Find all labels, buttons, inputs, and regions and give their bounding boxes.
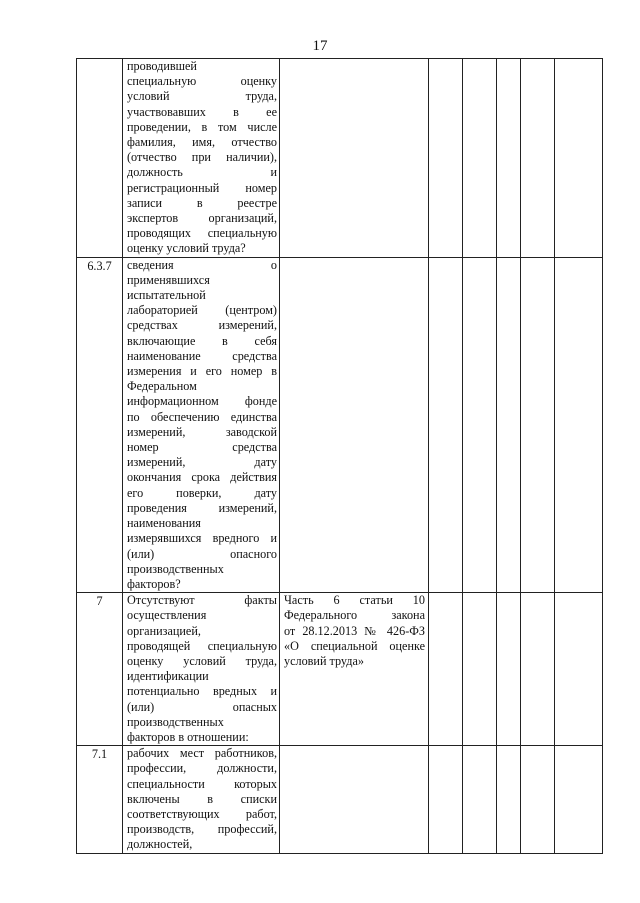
answer-cell (497, 746, 521, 853)
reference-line: условий труда» (284, 653, 364, 668)
question-line: проводившей (127, 59, 197, 73)
answer-cell (429, 746, 463, 853)
question-line: фамилия, имя, отчество (127, 135, 277, 150)
question-line: испытательной (127, 288, 206, 303)
answer-cell (521, 257, 555, 592)
question-line: включающие в себя (127, 333, 277, 348)
question-line: номер средства (127, 440, 277, 455)
question-line: измерявшихся вредного и (127, 531, 277, 546)
item-number: 6.3.7 (77, 257, 123, 592)
legal-reference (280, 593, 429, 746)
question-line: должностей, (127, 837, 193, 852)
question-line: проведения измерений, (127, 500, 277, 515)
question-line: проведении, в том числе (127, 119, 277, 134)
question-line: оценку условий труда? (127, 241, 246, 256)
question-line: измерения и его номер в (127, 364, 277, 379)
question-line: профессии, должности, (127, 761, 277, 776)
answer-cell (463, 59, 497, 258)
legal-reference (280, 257, 429, 592)
table-row (77, 257, 603, 592)
question-line: специальности которых (127, 776, 277, 791)
question-line: проводящей специальную (127, 638, 277, 653)
answer-cell (555, 257, 603, 592)
question-line: факторов? (127, 576, 181, 591)
question-line: экспертов организаций, (127, 211, 277, 226)
question-line: средствах измерений, (127, 318, 277, 333)
table-row (77, 593, 603, 746)
question-line: (или) опасного (127, 546, 277, 561)
question-line: применявшихся (127, 272, 210, 287)
question-line: по обеспечению единства (127, 409, 277, 424)
answer-cell (463, 746, 497, 853)
answer-cell (429, 59, 463, 258)
question-line: Отсутствуют факты (127, 593, 277, 608)
reference-line: «О специальной оценке (284, 638, 425, 653)
question-line: организацией, (127, 623, 201, 638)
answer-cell (497, 257, 521, 592)
question-line: производственных (127, 714, 224, 729)
question-line: участвовавших в ее (127, 104, 277, 119)
question-text (123, 257, 280, 592)
question-line: окончания срока действия (127, 470, 277, 485)
question-line: наименование средства (127, 348, 277, 363)
question-line: рабочих мест работников, (127, 746, 277, 761)
question-line: Федеральном (127, 379, 197, 394)
question-line: факторов в отношении: (127, 729, 249, 744)
reference-line: Часть 6 статьи 10 (284, 593, 425, 608)
question-line: информационном фонде (127, 394, 277, 409)
item-number: 7 (77, 593, 123, 746)
question-line: включены в списки (127, 791, 277, 806)
reference-line: Федерального закона (284, 608, 425, 623)
answer-cell (463, 257, 497, 592)
question-line: сведения о (127, 257, 277, 272)
table-row (77, 746, 603, 853)
question-text (123, 593, 280, 746)
question-line: специальную оценку (127, 74, 277, 89)
question-line: лабораторией (центром) (127, 303, 277, 318)
question-line: соответствующих работ, (127, 806, 277, 821)
question-line: проводящих специальную (127, 226, 277, 241)
reference-line: от 28.12.2013 № 426-ФЗ (284, 623, 425, 638)
answer-cell (429, 257, 463, 592)
answer-cell (463, 593, 497, 746)
question-line: производственных (127, 561, 224, 576)
question-text (123, 59, 280, 258)
question-line: измерений, заводской (127, 424, 277, 439)
answer-cell (555, 59, 603, 258)
question-line: осуществления (127, 608, 207, 623)
answer-cell (555, 593, 603, 746)
legal-reference (280, 59, 429, 258)
question-line: идентификации (127, 669, 209, 684)
table-row (77, 59, 603, 258)
question-text (123, 746, 280, 853)
question-line: (отчество при наличии), (127, 150, 277, 165)
question-line: производств, профессий, (127, 822, 277, 837)
answer-cell (497, 59, 521, 258)
page-number: 17 (312, 38, 328, 54)
question-line: потенциально вредных и (127, 684, 277, 699)
question-line: наименования (127, 516, 201, 531)
question-line: записи в реестре (127, 195, 277, 210)
legal-reference (280, 746, 429, 853)
answer-cell (429, 593, 463, 746)
question-line: оценку условий труда, (127, 653, 277, 668)
question-line: его поверки, дату (127, 485, 277, 500)
question-line: (или) опасных (127, 699, 277, 714)
question-line: условий труда, (127, 89, 277, 104)
item-number (77, 59, 123, 258)
item-number: 7.1 (77, 746, 123, 853)
question-line: измерений, дату (127, 455, 277, 470)
question-line: регистрационный номер (127, 180, 277, 195)
question-line: должность и (127, 165, 277, 180)
answer-cell (521, 59, 555, 258)
checklist-table (76, 58, 603, 854)
answer-cell (497, 593, 521, 746)
answer-cell (521, 593, 555, 746)
answer-cell (521, 746, 555, 853)
answer-cell (555, 746, 603, 853)
